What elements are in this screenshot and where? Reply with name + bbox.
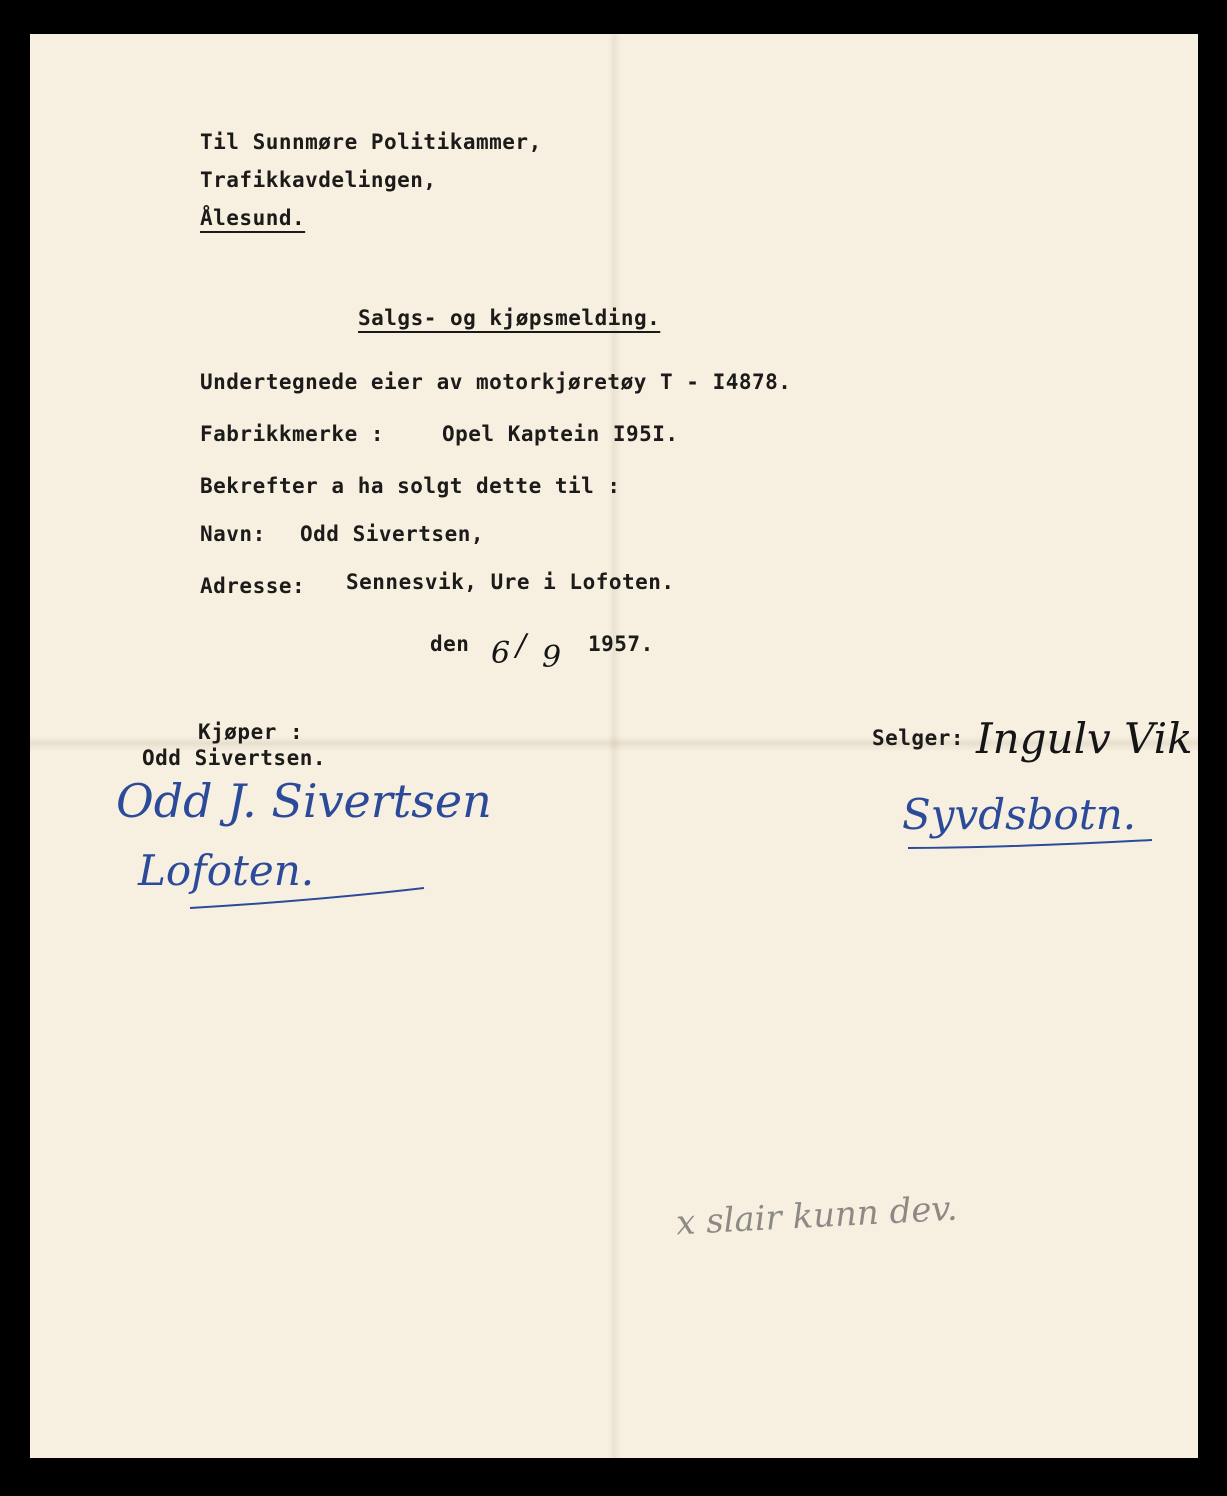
make-label: Fabrikkmerke : [200,422,385,446]
seller-place-underline [906,834,1156,854]
document-title: Salgs- og kjøpsmelding. [358,306,661,330]
date-day: 6 [491,636,511,671]
date-prefix: den [430,632,470,656]
make-value: Opel Kaptein I95I. [442,422,679,446]
vehicle-owner-line: Undertegnede eier av motorkjøretøy T - I4878. [200,370,792,394]
seller-label: Selger: [872,726,965,750]
buyer-signature-place: Lofoten. [138,846,315,895]
recipient-line-1: Til Sunnmøre Politikammer, [200,130,542,154]
document-page [30,34,1198,1458]
seller-place: Syvdsbotn. [902,790,1137,839]
date-year: 1957. [588,632,654,656]
address-label: Adresse: [200,574,306,598]
seller-signature: Ingulv Vik [976,714,1193,763]
name-value: Odd Sivertsen, [300,522,485,546]
address-value: Sennesvik, Ure i Lofoten. [346,570,675,594]
confirmation-line: Bekrefter a ha solgt dette til : [200,474,621,498]
buyer-signature: Odd J. Sivertsen [116,774,492,828]
name-label: Navn: [200,522,266,546]
date-slash: / [516,628,527,663]
buyer-signature-underline [188,884,428,914]
date-month: 9 [542,640,562,675]
recipient-city: Ålesund. [200,206,306,230]
recipient-line-2: Trafikkavdelingen, [200,168,437,192]
buyer-label: Kjøper : [198,720,304,744]
pencil-note: x slair kunn dev. [675,1188,959,1244]
buyer-name-typed: Odd Sivertsen. [142,746,327,770]
